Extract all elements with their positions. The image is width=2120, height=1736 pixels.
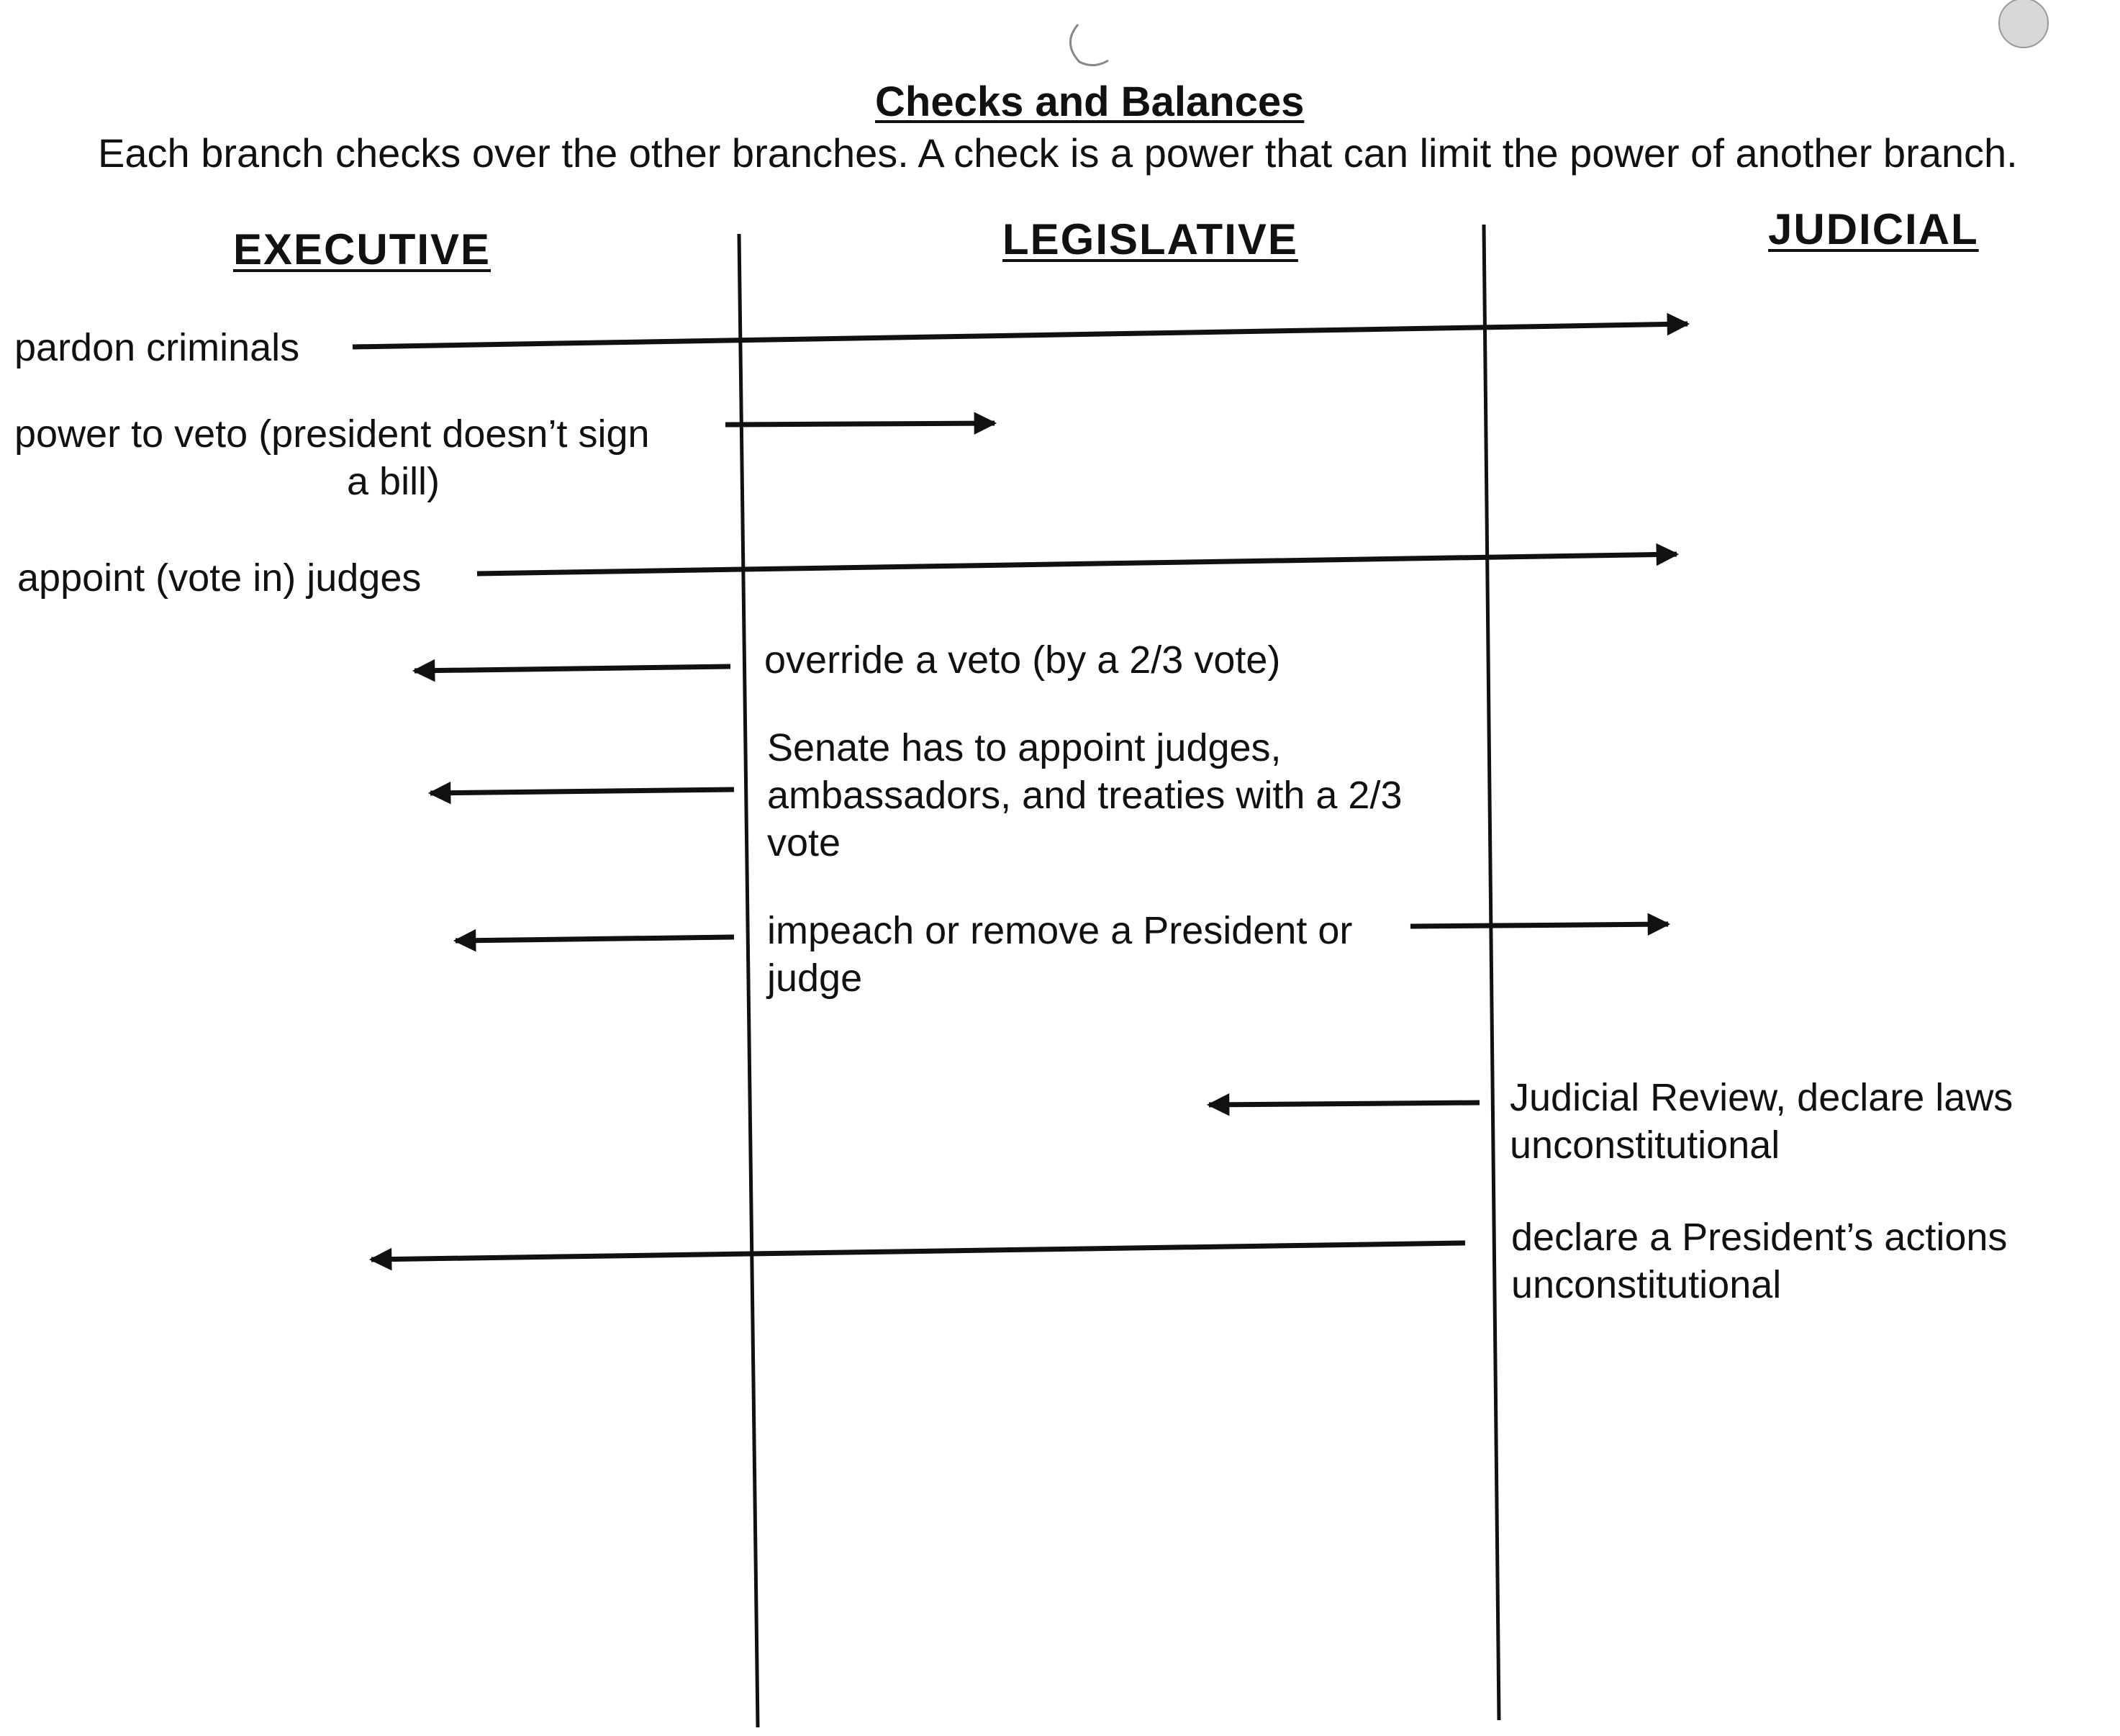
veto-line-1: power to veto (president doesn’t sign (14, 412, 650, 456)
page-subtitle: Each branch checks over the other branches. A check is a power that can limit the power of another branch. (98, 130, 2018, 176)
arrow-review (1209, 1103, 1480, 1105)
arrow-veto (725, 423, 995, 425)
check-label-override: override a veto (by a 2/3 vote) (764, 638, 1281, 682)
arrow-impeach-jud (1410, 924, 1668, 926)
check-label-veto (14, 410, 650, 505)
arrow-impeach-exec (456, 937, 734, 941)
check-label-appoint: appoint (vote in) judges (17, 556, 422, 600)
check-label-senate (767, 724, 1402, 867)
senate-line-1: Senate has to appoint judges, (767, 726, 1282, 769)
arrow-declare (371, 1243, 1465, 1260)
check-label-declare (1511, 1213, 2007, 1308)
divider-right (1484, 225, 1499, 1720)
senate-line-3: vote (767, 821, 841, 864)
arrow-appoint (477, 554, 1677, 574)
scan-speck (1999, 0, 2048, 48)
arrow-override (415, 666, 730, 671)
page-title: Checks and Balances (875, 78, 1305, 125)
arrow-senate (430, 790, 734, 793)
senate-line-2: ambassadors, and treaties with a 2/3 (767, 774, 1403, 817)
divider-left (739, 234, 758, 1727)
declare-line-1: declare a President’s actions (1511, 1216, 2008, 1259)
scan-speck (1070, 24, 1108, 65)
branch-header-legislative: LEGISLATIVE (1002, 215, 1298, 263)
impeach-line-1: impeach or remove a President or (767, 909, 1353, 952)
review-line-2: unconstitutional (1510, 1124, 1780, 1167)
branch-header-executive: EXECUTIVE (233, 225, 492, 273)
arrow-pardon (353, 324, 1688, 347)
check-label-judicial-review (1510, 1074, 2013, 1169)
review-line-1: Judicial Review, declare laws (1510, 1076, 2013, 1119)
impeach-line-2: judge (767, 957, 863, 1000)
veto-line-2: a bill) (347, 460, 440, 503)
check-label-impeach (767, 907, 1352, 1002)
declare-line-2: unconstitutional (1511, 1263, 1782, 1306)
branch-header-judicial: JUDICIAL (1768, 205, 1979, 253)
check-label-pardon: pardon criminals (14, 326, 300, 369)
